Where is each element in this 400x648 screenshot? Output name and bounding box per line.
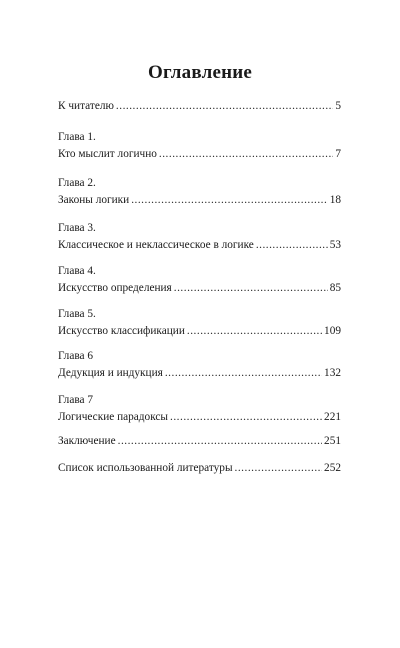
toc-entry-page: 18 [329, 194, 341, 206]
toc-chapter-heading: Глава 1. [58, 131, 96, 143]
toc-chapter-heading: Глава 3. [58, 222, 96, 234]
toc-entry-chapter-7 [58, 392, 341, 426]
toc-entry-conclusion [58, 433, 341, 450]
dot-leader [118, 433, 322, 450]
toc-entry-label: Кто мыслит логично [58, 148, 157, 160]
toc-entry-page: 252 [324, 462, 341, 474]
toc-chapter-heading: Глава 7 [58, 394, 94, 406]
toc-entry-label: Список использованной литературы [58, 462, 233, 474]
toc-entry-label: К читателю [58, 100, 114, 112]
toc-entry-page: 251 [324, 435, 341, 447]
toc-chapter-heading: Глава 2. [58, 177, 96, 189]
toc-chapter-heading: Глава 4. [58, 265, 96, 277]
toc-entry-label: Искусство классификации [58, 325, 185, 337]
toc-entry-page: 85 [329, 282, 341, 294]
toc-entry-chapter-2 [58, 175, 341, 209]
toc-entry-chapter-3 [58, 220, 341, 254]
toc-entry-page: 53 [329, 239, 341, 251]
toc-entry-label: Заключение [58, 435, 116, 447]
toc-entry-to-reader [58, 98, 341, 115]
dot-leader [131, 192, 328, 209]
dot-leader [170, 409, 322, 426]
dot-leader [235, 460, 323, 477]
toc-entry-page: 221 [324, 411, 341, 423]
toc-entry-page: 7 [335, 148, 341, 160]
dot-leader [187, 323, 322, 340]
toc-entry-chapter-1 [58, 129, 341, 163]
toc-entry-chapter-6 [58, 348, 341, 382]
dot-leader [159, 146, 333, 163]
toc-entry-label: Логические парадоксы [58, 411, 169, 423]
toc-entry-label: Законы логики [58, 194, 130, 206]
toc-entry-chapter-4 [58, 263, 341, 297]
dot-leader [174, 280, 328, 297]
dot-leader [116, 98, 333, 115]
toc-entry-label: Дедукция и индукция [58, 367, 163, 379]
toc-chapter-heading: Глава 6 [58, 350, 94, 362]
dot-leader [256, 237, 328, 254]
toc-entry-bibliography [58, 460, 341, 477]
toc-entry-page: 109 [324, 325, 341, 337]
dot-leader [165, 365, 322, 382]
toc-entry-label: Классическое и неклассическое в логике [58, 239, 254, 251]
toc-chapter-heading: Глава 5. [58, 308, 96, 320]
toc-entry-label: Искусство определения [58, 282, 172, 294]
toc-entry-chapter-5 [58, 306, 341, 340]
toc-entry-page: 5 [335, 100, 341, 112]
toc-entry-page: 132 [324, 367, 341, 379]
page-title: Оглавление [147, 62, 253, 83]
